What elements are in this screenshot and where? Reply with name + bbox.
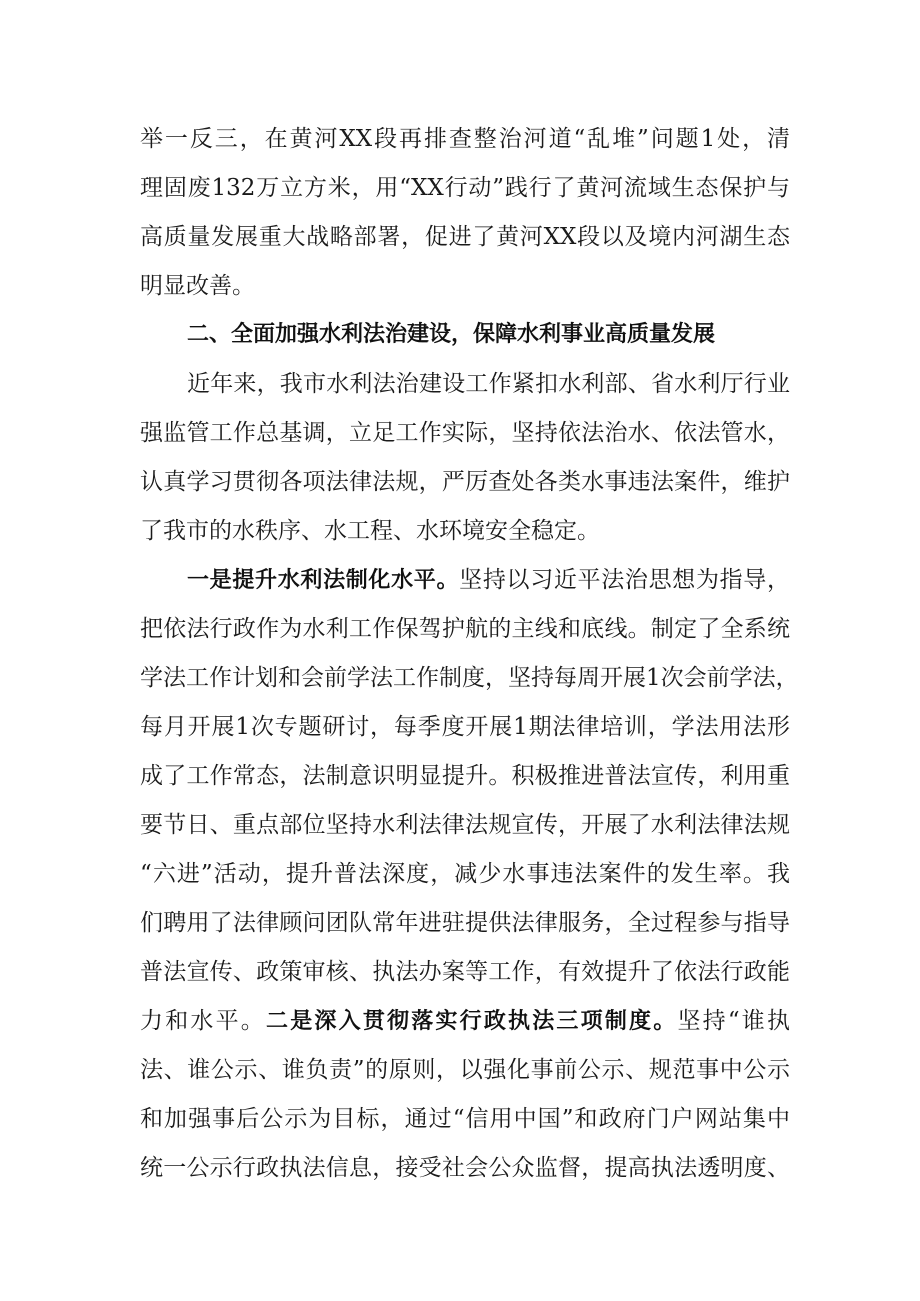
paragraph-line: 认真学习贯彻各项法律法规，严厉查处各类水事违法案件，维护	[140, 469, 790, 495]
paragraph-line: 每月开展1次专题研讨，每季度开展1期法律培训，学法用法形	[140, 714, 790, 740]
paragraph-line: 统一公示行政执法信息，接受社会公众监督，提高执法透明度、	[140, 1155, 790, 1181]
section-heading: 二、全面加强水利法治建设，保障水利事业高质量发展	[187, 322, 716, 347]
paragraph-line: 把依法行政作为水利工作保驾护航的主线和底线。制定了全系统	[140, 616, 790, 642]
paragraph-text: 坚持“谁执	[677, 1008, 790, 1034]
paragraph-line: 举一反三，在黄河XX段再排查整治河道“乱堆”问题1处，清	[140, 126, 790, 152]
paragraph-line: 强监管工作总基调，立足工作实际，坚持依法治水、依法管水，	[140, 420, 790, 446]
paragraph-line: 了我市的水秩序、水工程、水环境安全稳定。	[140, 518, 600, 544]
paragraph-line: 和加强事后公示为目标，通过“信用中国”和政府门户网站集中	[140, 1106, 790, 1132]
paragraph-line: 近年来，我市水利法治建设工作紧扣水利部、省水利厅行业	[187, 371, 790, 397]
paragraph-line: 普法宣传、政策审核、执法办案等工作，有效提升了依法行政能	[140, 959, 790, 985]
paragraph-line: 明显改善。	[140, 273, 255, 299]
paragraph-text: 坚持以习近平法治思想为指导，	[459, 567, 790, 593]
bold-lead-1: 一是提升水利法制化水平。	[187, 568, 460, 593]
bold-lead-2: 二是深入贯彻落实行政执法三项制度。	[266, 1009, 678, 1034]
paragraph-line: 理固废132万立方米，用“XX行动”践行了黄河流域生态保护与	[140, 175, 790, 201]
paragraph-line: “六进”活动，提升普法深度，减少水事违法案件的发生率。我	[140, 861, 790, 887]
paragraph-line: 高质量发展重大战略部署，促进了黄河XX段以及境内河湖生态	[140, 224, 790, 250]
paragraph-line: 法、谁公示、谁负责”的原则，以强化事前公示、规范事中公示	[140, 1057, 790, 1083]
paragraph-line: 成了工作常态，法制意识明显提升。积极推进普法宣传，利用重	[140, 763, 790, 789]
paragraph-line: 要节日、重点部位坚持水利法律法规宣传，开展了水利法律法规	[140, 812, 790, 838]
paragraph-line: 们聘用了法律顾问团队常年进驻提供法律服务，全过程参与指导	[140, 910, 790, 936]
paragraph-line-with-lead	[187, 560, 790, 600]
paragraph-text: 力和水平。	[140, 1008, 267, 1034]
paragraph-line: 学法工作计划和会前学法工作制度，坚持每周开展1次会前学法，	[140, 665, 799, 691]
paragraph-line-with-lead	[140, 1001, 790, 1041]
